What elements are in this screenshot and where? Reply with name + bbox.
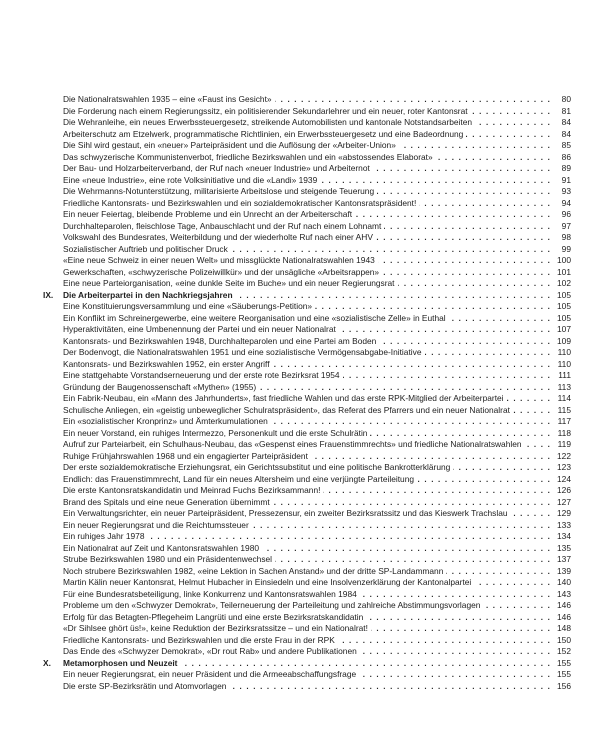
toc-entry-title: Ein ruhiges Jahr 1978 — [63, 531, 147, 543]
toc-entry-row — [0, 267, 613, 279]
toc-entry-row — [0, 152, 613, 164]
toc-entry-title: Kantonsrats- und Bezirkswahlen 1948, Durchhalteparolen und eine Partei am Boden — [63, 336, 379, 348]
toc-entry-row — [0, 600, 613, 612]
toc-entry-row — [0, 370, 613, 382]
toc-entry-title: Das schwyzerische Kommunistenverbot, friedliche Bezirkswahlen und ein «abstossendes Elaborat» — [63, 152, 436, 164]
toc-entry-title: Ein neuer Vorstand, ein ruhiges Intermezzo, Personenkult und die erste Schulrätin — [63, 428, 370, 440]
toc-entry-row — [0, 221, 613, 233]
toc-entry-row — [0, 313, 613, 325]
toc-entry-row — [0, 393, 613, 405]
toc-entry-row — [0, 336, 613, 348]
toc-entry-title: Ein neuer Regierungsrat, ein neuer Präsident und die Armeeabschaffungsfrage — [63, 669, 359, 681]
toc-entry-title: Gewerkschaften, «schwyzerische Polizeiwillkür» und der unsägliche «Arbeitsrappen» — [63, 267, 382, 279]
toc-entry-row — [0, 474, 613, 486]
toc-entry-row — [0, 359, 613, 371]
toc-entry-row — [0, 140, 613, 152]
toc-entry-title: Schulische Anliegen, ein «geistig unbeweglicher Schulratspräsident», das Referat des Pfarrers und ein neuer Nationalrat — [63, 405, 513, 417]
toc-page-number: 98 — [553, 232, 571, 244]
toc-entry-title: Ein neuer Regierungsrat und die Reichtumssteuer — [63, 520, 252, 532]
toc-entry-row — [0, 439, 613, 451]
toc-entry-title: Die erste Kantonsratskandidatin und Meinrad Fuchs Bezirksammann! — [63, 485, 323, 497]
toc-page-number: 146 — [553, 612, 571, 624]
toc-entry-row — [0, 462, 613, 474]
toc-entry-row — [0, 669, 613, 681]
toc-page-number: 97 — [553, 221, 571, 233]
toc-page-number: 135 — [553, 543, 571, 555]
toc-entry-row — [0, 681, 613, 693]
toc-entry-title: Ein Fabrik-Neubau, ein «Mann des Jahrhunderts», fast friedliche Wahlen und das erste RPK-Mitglied der Arbeiterpartei — [63, 393, 507, 405]
toc-entry-row — [0, 635, 613, 647]
toc-entry-title: Der Bau- und Holzarbeiterverband, der Ruf nach «neuer Industrie» und Arbeiternot — [63, 163, 373, 175]
toc-page-number: 105 — [553, 301, 571, 313]
toc-page-number: 93 — [553, 186, 571, 198]
toc-entry-title: Das Ende des «Schwyzer Demokrat», «Dr rout Rab» und andere Publikationen — [63, 646, 360, 658]
toc-page-number: 137 — [553, 554, 571, 566]
toc-entry-title: Ein Nationalrat auf Zeit und Kantonsratswahlen 1980 — [63, 543, 262, 555]
toc-section-row — [0, 290, 613, 302]
toc-entry-title: Die Sihl wird gestaut, ein «neuer» Parteipräsident und die Auflösung der «Arbeiter-Union» — [63, 140, 399, 152]
toc-entry-row — [0, 612, 613, 624]
toc-entry-title: Der Bodenvogt, die Nationalratswahlen 1951 und eine sozialistische Vermögensabgabe-Initiative — [63, 347, 425, 359]
toc-page-number: 94 — [553, 198, 571, 210]
toc-entry-row — [0, 278, 613, 290]
toc-page-number: 143 — [553, 589, 571, 601]
toc-entry-row — [0, 589, 613, 601]
toc-page-number: 115 — [553, 405, 571, 417]
toc-page-number: 127 — [553, 497, 571, 509]
toc-page-number: 139 — [553, 566, 571, 578]
toc-entry-row — [0, 94, 613, 106]
toc-entry-row — [0, 428, 613, 440]
toc-entry-title: Die Forderung nach einem Regierungssitz, ein politisierender Sekundarlehrer und ein neuer, roter Kantonsrat — [63, 106, 471, 118]
toc-entry-title: Für eine Bundesratsbeteiligung, linke Konkurrenz und Kantonsratswahlen 1984 — [63, 589, 360, 601]
toc-page-number: 156 — [553, 681, 571, 693]
toc-entry-row — [0, 566, 613, 578]
toc-section-row — [0, 658, 613, 670]
toc-entry-title: Die Nationalratswahlen 1935 – eine «Faust ins Gesicht» — [63, 94, 275, 106]
toc-page-number: 126 — [553, 485, 571, 497]
toc-entry-title: Ein Konflikt im Schreinergewerbe, eine weitere Reorganisation und eine «sozialistische Zelle» in Euthal — [63, 313, 449, 325]
toc-entry-row — [0, 646, 613, 658]
toc-entry-title: Erfolg für das Betagten-Pflegeheim Langrüti und eine erste Bezirksratskandidatin — [63, 612, 366, 624]
toc-entry-row — [0, 520, 613, 532]
toc-page-number: 80 — [553, 94, 571, 106]
toc-page-number: 123 — [553, 462, 571, 474]
toc-page-number: 148 — [553, 623, 571, 635]
toc-entry-title: Brand des Spitals und eine neue Generation übernimmt — [63, 497, 273, 509]
toc-entry-title: Aufruf zur Parteiarbeit, ein Schulhaus-Neubau, das «Gespenst eines Frauenstimmrechts» und friedliche Nationalratswahlen — [63, 439, 525, 451]
toc-page-number: 109 — [553, 336, 571, 348]
toc-entry-row — [0, 347, 613, 359]
toc-entry-title: Volkswahl des Bundesrates, Weiterbildung und der wiederholte Ruf nach einer AHV — [63, 232, 376, 244]
toc-page-number: 150 — [553, 635, 571, 647]
toc-entry-title: Die Wehranleihe, ein neues Erwerbssteuergesetz, streikende Automobilisten und kantonale Notstandsarbeiten — [63, 117, 475, 129]
toc-page-number: 86 — [553, 152, 571, 164]
toc-page-number: 84 — [553, 129, 571, 141]
toc-entry-row — [0, 543, 613, 555]
toc-page-number: 152 — [553, 646, 571, 658]
toc-entry-title: Der erste sozialdemokratische Erziehungsrat, ein Gerichtssubstitut und eine politische Bankrotterklärung — [63, 462, 453, 474]
toc-entry-title: Die Arbeiterpartei in den Nachkriegsjahren — [63, 290, 236, 302]
toc-page-number: 107 — [553, 324, 571, 336]
toc-entry-row — [0, 255, 613, 267]
toc-page-number: 118 — [553, 428, 571, 440]
toc-entry-row — [0, 416, 613, 428]
toc-entry-row — [0, 186, 613, 198]
toc-page-number: 119 — [553, 439, 571, 451]
toc-entry-row — [0, 129, 613, 141]
toc-entry-row — [0, 106, 613, 118]
toc-entry-title: Martin Kälin neuer Kantonsrat, Helmut Hubacher in Einsiedeln und eine Insolvenzerklärung der Kantonalpartei — [63, 577, 474, 589]
toc-page-number: 85 — [553, 140, 571, 152]
toc-entry-row — [0, 232, 613, 244]
toc-entry-row — [0, 175, 613, 187]
toc-page-number: 114 — [553, 393, 571, 405]
toc-entry-row — [0, 554, 613, 566]
toc-entry-row — [0, 324, 613, 336]
toc-entry-row — [0, 382, 613, 394]
toc-page-number: 111 — [553, 370, 571, 382]
toc-entry-title: «Eine neue Schweiz in einer neuen Welt» und missglückte Nationalratswahlen 1943 — [63, 255, 378, 267]
toc-entry-title: Ruhige Frühjahrswahlen 1968 und ein engagierter Parteipräsident — [63, 451, 311, 463]
toc-entry-title: Gründung der Baugenossenschaft «Mythen» (1955) — [63, 382, 259, 394]
toc-entry-row — [0, 405, 613, 417]
toc-entry-title: Eine stattgehabte Vorstandserneuerung und der erste rote Bezirksrat 1954 — [63, 370, 343, 382]
toc-page-number: 101 — [553, 267, 571, 279]
toc-page-number: 122 — [553, 451, 571, 463]
toc-page-number: 155 — [553, 669, 571, 681]
toc-entry-title: Ein Verwaltungsrichter, ein neuer Parteipräsident, Pressezensur, ein zweiter Bezirksratssitz und das Kieswerk Trachslau — [63, 508, 511, 520]
toc-section-number: X. — [43, 657, 51, 668]
toc-entry-row — [0, 485, 613, 497]
toc-page-number: 89 — [553, 163, 571, 175]
toc-entry-title: Eine Konstituierungsversammlung und eine «Säuberungs-Petition» — [63, 301, 315, 313]
toc-entry-title: Probleme um den «Schwyzer Demokrat», Teilerneuerung der Parteileitung und zahlreiche Abstimmungsvorlagen — [63, 600, 483, 612]
toc-entry-row — [0, 497, 613, 509]
toc-entry-title: Hyperaktivitäten, eine Umbenennung der Partei und ein neuer Nationalrat — [63, 324, 339, 336]
toc-page-number: 155 — [553, 658, 571, 670]
toc-page-number: 134 — [553, 531, 571, 543]
toc-page-number: 113 — [553, 382, 571, 394]
toc-page-number: 100 — [553, 255, 571, 267]
toc-page-number: 110 — [553, 347, 571, 359]
toc-entry-row — [0, 301, 613, 313]
toc-page-number: 105 — [553, 290, 571, 302]
toc-page-number: 99 — [553, 244, 571, 256]
table-of-contents — [0, 94, 613, 692]
toc-page-number: 81 — [553, 106, 571, 118]
toc-page-number: 140 — [553, 577, 571, 589]
toc-entry-title: Noch strubere Bezirkswahlen 1982, «eine Lektion in Sachen Anstand» und der dritte SP-Landammann — [63, 566, 446, 578]
toc-entry-row — [0, 451, 613, 463]
toc-entry-row — [0, 163, 613, 175]
toc-page-number: 102 — [553, 278, 571, 290]
toc-entry-row — [0, 508, 613, 520]
toc-page-number: 146 — [553, 600, 571, 612]
toc-entry-title: Die erste SP-Bezirksrätin und Atomvorlagen — [63, 681, 229, 693]
toc-page-number: 133 — [553, 520, 571, 532]
toc-entry-title: Sozialistischer Auftrieb und politischer Druck — [63, 244, 231, 256]
toc-entry-title: Ein «sozialistischer Kronprinz» und Ämterkumulationen — [63, 416, 271, 428]
toc-entry-row — [0, 531, 613, 543]
toc-page-number: 105 — [553, 313, 571, 325]
toc-entry-title: Friedliche Kantonsrats- und Bezirkswahlen und ein sozialdemokratischer Kantonsratspräsident! — [63, 198, 419, 210]
toc-page-number: 129 — [553, 508, 571, 520]
toc-entry-row — [0, 198, 613, 210]
toc-entry-title: Eine «neue Industrie», eine rote Volksinitiative und die «Landi» 1939 — [63, 175, 320, 187]
toc-entry-title: Kantonsrats- und Bezirkswahlen 1952, ein erster Angriff — [63, 359, 273, 371]
toc-entry-title: Strube Bezirkswahlen 1980 und ein Präsidentenwechsel — [63, 554, 275, 566]
toc-entry-title: Metamorphosen und Neuzeit — [63, 658, 180, 670]
toc-entry-title: Endlich: das Frauenstimmrecht, Land für ein neues Altersheim und eine verjüngte Parteileitung — [63, 474, 417, 486]
toc-entry-title: Eine neue Parteiorganisation, «eine dunkle Seite im Buche» und ein neuer Regierungsrat — [63, 278, 398, 290]
toc-entry-title: «Dr Sihlsee ghört üs!», keine Reduktion der Bezirksratssitze – und ein Nationalrat! — [63, 623, 371, 635]
toc-page-number: 110 — [553, 359, 571, 371]
toc-entry-title: Arbeiterschutz am Etzelwerk, programmatische Richtlinien, ein Erwerbssteuergesetz und eine Badeordnung — [63, 129, 466, 141]
toc-entry-row — [0, 623, 613, 635]
toc-page-number: 117 — [553, 416, 571, 428]
toc-page-number: 124 — [553, 474, 571, 486]
toc-entry-row — [0, 244, 613, 256]
toc-page-number: 96 — [553, 209, 571, 221]
toc-entry-row — [0, 577, 613, 589]
toc-entry-title: Ein neuer Feiertag, bleibende Probleme und ein Unrecht an der Arbeiterschaft — [63, 209, 355, 221]
toc-page-number: 91 — [553, 175, 571, 187]
toc-entry-title: Durchhalteparolen, fleischlose Tage, Anbauschlacht und der Ruf nach einem Lohnamt — [63, 221, 384, 233]
toc-entry-title: Die Wehrmanns-Notunterstützung, militarisierte Arbeitslose und steigende Teuerung — [63, 186, 377, 198]
toc-entry-title: Friedliche Kantonsrats- und Bezirkswahlen und die erste Frau in der RPK — [63, 635, 338, 647]
toc-entry-row — [0, 209, 613, 221]
toc-entry-row — [0, 117, 613, 129]
toc-section-number: IX. — [43, 289, 54, 300]
toc-page-number: 84 — [553, 117, 571, 129]
